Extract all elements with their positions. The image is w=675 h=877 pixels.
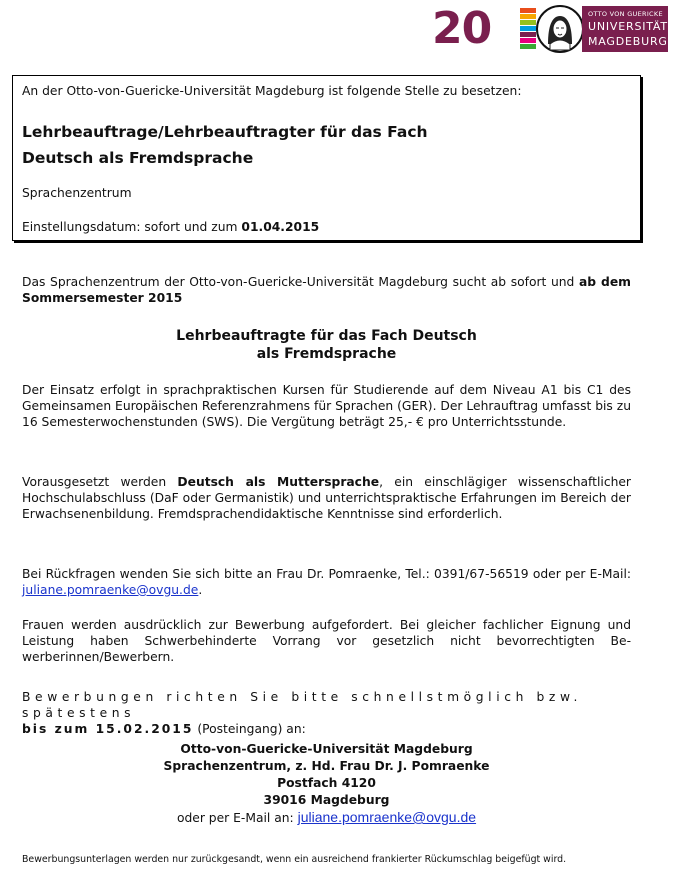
logo-number: 20 bbox=[432, 3, 492, 54]
university-logo bbox=[432, 4, 668, 54]
box-intro: An der Otto-von-Guericke-Universität Magdeburg ist folgende Stelle zu besetzen: bbox=[22, 84, 522, 98]
section-heading: Lehrbeauftragte für das Fach Deutsch als Fremdsprache bbox=[176, 328, 477, 362]
address-email-line: oder per E-Mail an: juliane.pomraenke@ovgu.de bbox=[176, 809, 477, 825]
brand-block bbox=[582, 6, 668, 52]
start-date: Einstellungsdatum: sofort und zum 01.04.2015 bbox=[22, 220, 320, 234]
address-line2: Sprachenzentrum, z. Hd. Frau Dr. J. Pomraenke bbox=[163, 759, 490, 773]
description-paragraph: Der Einsatz erfolgt in sprachpraktischen Kursen für Studierende auf dem Niveau A1 bis C1 des Gemeinsamen Europäischen Referenzrahmens für Sprachen (GER). Der Lehrauftrag umfasst bis zu 16 Semesterwochenstunden (SWS). Die Vergütung beträgt 25,- € pro Unterrichtsstunde. bbox=[22, 383, 631, 429]
deadline-paragraph: Bewerbungen richten Sie bitte schnellstmöglich bzw. spätestens bis zum 15.02.2015 (Posteingang) an: bbox=[22, 690, 582, 736]
application-email-link[interactable]: juliane.pomraenke@ovgu.de bbox=[297, 809, 477, 825]
position-title-line2: Deutsch als Fremdsprache bbox=[22, 149, 254, 167]
address-line4: 39016 Magdeburg bbox=[263, 793, 390, 807]
contact-paragraph: Bei Rückfragen wenden Sie sich bitte an Frau Dr. Pomraenke, Tel.: 0391/67-56519 oder per E-Mail: juliane.pomraenke@ovgu.de. bbox=[22, 567, 631, 597]
address-line3: Postfach 4120 bbox=[277, 776, 376, 790]
brand-line1: OTTO VON GUERICKE bbox=[588, 10, 663, 18]
footer-note: Bewerbungsunterlagen werden nur zurückgesandt, wenn ein ausreichend frankierter Rückumschlag beigefügt wird. bbox=[22, 854, 567, 865]
requirements-paragraph: Vorausgesetzt werden Deutsch als Muttersprache, ein einschlägiger wissenschaftlicher Hochschulabschluss (DaF oder Germanistik) und unterrichtspraktische Erfahrungen im Bereich der Erwachsenenbildung. Fremdsprachendidaktische Kenntnisse sind erforderlich. bbox=[22, 475, 631, 521]
brand-line2: UNIVERSITÄT bbox=[588, 20, 668, 33]
position-header-box bbox=[12, 75, 641, 241]
contact-email-link[interactable]: juliane.pomraenke@ovgu.de bbox=[22, 583, 199, 597]
department: Sprachenzentrum bbox=[22, 186, 132, 200]
address-line1: Otto-von-Guericke-Universität Magdeburg bbox=[180, 742, 473, 756]
intro-paragraph: Das Sprachenzentrum der Otto-von-Guericke-Universität Magdeburg sucht ab sofort und ab dem Sommersemester 2015 bbox=[22, 275, 631, 305]
equality-paragraph: Frauen werden ausdrücklich zur Bewerbung aufgefordert. Bei gleicher fachlicher Eignung und Leistung haben Schwerbehinderte Vorrang vor gesetzlich nicht bevorrechtigten Bewerberinnen/Bewerbern. bbox=[22, 618, 631, 664]
postal-address bbox=[22, 741, 631, 827]
brand-line3: MAGDEBURG bbox=[588, 35, 668, 48]
position-title-line1: Lehrbeauftrage/Lehrbeauftragter für das Fach bbox=[22, 123, 428, 141]
guericke-portrait-icon bbox=[534, 4, 586, 54]
